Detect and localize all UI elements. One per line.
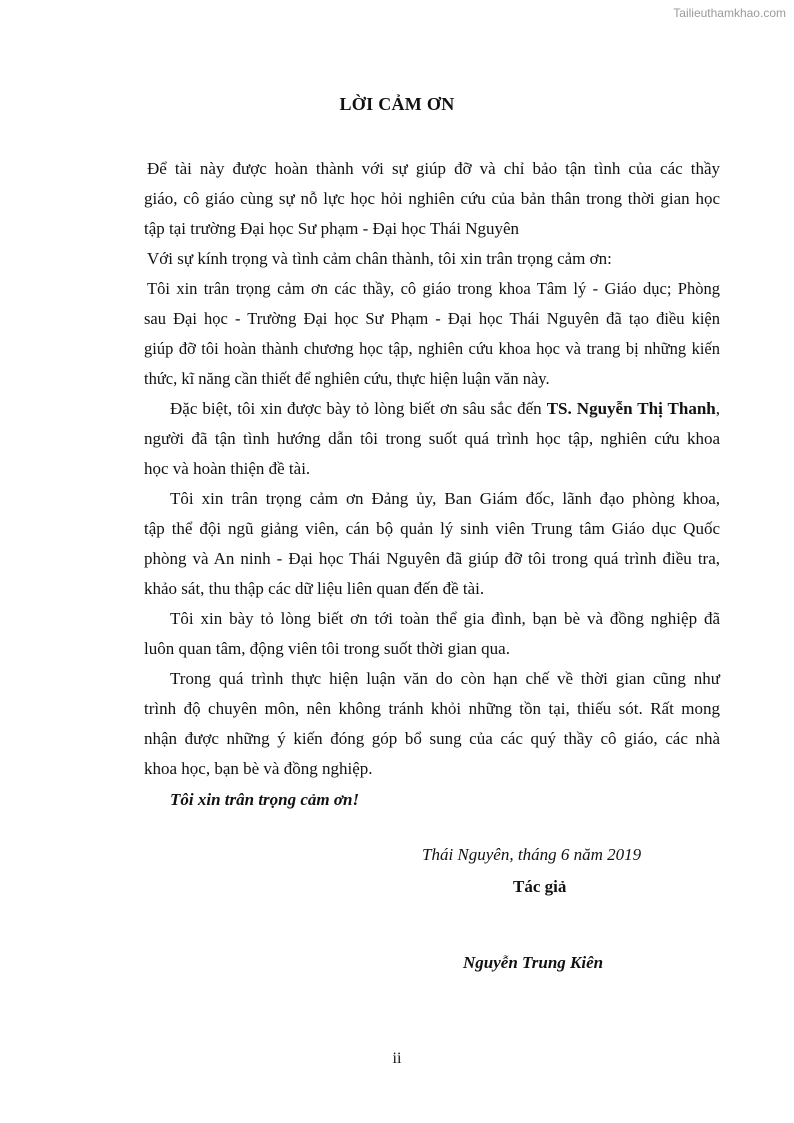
paragraph-line: Trong quá trình thực hiện luận văn do còn hạn chế về thời gian cũng như	[170, 669, 720, 688]
paragraph-line: khoa học, bạn bè và đồng nghiệp.	[144, 759, 373, 778]
paragraph-line: sau Đại học - Trường Đại học Sư Phạm - Đại học Thái Nguyên đã tạo điều kiện	[144, 309, 720, 328]
paragraph-line: giáo, cô giáo cùng sự nỗ lực học hỏi nghiên cứu của bản thân trong thời gian học	[144, 189, 720, 208]
paragraph-text: Đặc biệt, tôi xin được bày tỏ lòng biết ơn sâu sắc đến	[170, 399, 547, 418]
page-number: ii	[392, 1050, 402, 1067]
paragraph-line: nhận được những ý kiến đóng góp bổ sung của các quý thầy cô giáo, các nhà	[144, 729, 720, 748]
acknowledgement-body	[144, 154, 720, 784]
paragraph-line: tập tại trường Đại học Sư phạm - Đại học Thái Nguyên	[144, 219, 520, 238]
paragraph-line: Tôi xin trân trọng cảm ơn các thầy, cô giáo trong khoa Tâm lý - Giáo dục; Phòng	[147, 279, 720, 298]
paragraph-line	[144, 394, 720, 424]
place-date: Thái Nguyên, tháng 6 năm 2019	[422, 845, 642, 864]
paragraph-text: ,	[715, 399, 720, 418]
paragraph-line: học và hoàn thiện đề tài.	[144, 459, 311, 478]
paragraph-line: người đã tận tình hướng dẫn tôi trong suốt quá trình học tập, nghiên cứu khoa	[144, 429, 720, 448]
paragraph-line: trình độ chuyên môn, nên không tránh khỏi những tồn tại, thiếu sót. Rất mong	[144, 699, 720, 718]
paragraph-line: Tôi xin trân trọng cảm ơn Đảng ủy, Ban Giám đốc, lãnh đạo phòng khoa,	[170, 489, 720, 508]
watermark-text: Tailieuthamkhao.com	[673, 6, 786, 20]
paragraph-line: khảo sát, thu thập các dữ liệu liên quan đến đề tài.	[144, 579, 485, 598]
paragraph-line: luôn quan tâm, động viên tôi trong suốt thời gian qua.	[144, 639, 510, 658]
author-role: Tác giả	[513, 877, 567, 896]
paragraph-line: thức, kĩ năng cần thiết để nghiên cứu, thực hiện luận văn này.	[144, 369, 550, 388]
author-name: Nguyễn Trung Kiên	[463, 953, 604, 972]
paragraph-line: phòng và An ninh - Đại học Thái Nguyên đã giúp đỡ tôi trong quá trình điều tra,	[144, 549, 720, 568]
page-title: LỜI CẢM ƠN	[339, 94, 455, 114]
closing-thanks: Tôi xin trân trọng cảm ơn!	[170, 790, 360, 809]
paragraph-line: Tôi xin bày tỏ lòng biết ơn tới toàn thể gia đình, bạn bè và đồng nghiệp đã	[170, 609, 720, 628]
paragraph-line: tập thể đội ngũ giảng viên, cán bộ quản lý sinh viên Trung tâm Giáo dục Quốc	[144, 519, 720, 538]
paragraph-line: giúp đỡ tôi hoàn thành chương học tập, nghiên cứu khoa học và trang bị những kiến	[144, 339, 720, 358]
paragraph-line: Để tài này được hoàn thành với sự giúp đỡ và chỉ bảo tận tình của các thầy	[147, 159, 720, 178]
paragraph-line: Với sự kính trọng và tình cảm chân thành, tôi xin trân trọng cảm ơn:	[147, 249, 612, 268]
supervisor-name: TS. Nguyễn Thị Thanh	[546, 399, 716, 418]
